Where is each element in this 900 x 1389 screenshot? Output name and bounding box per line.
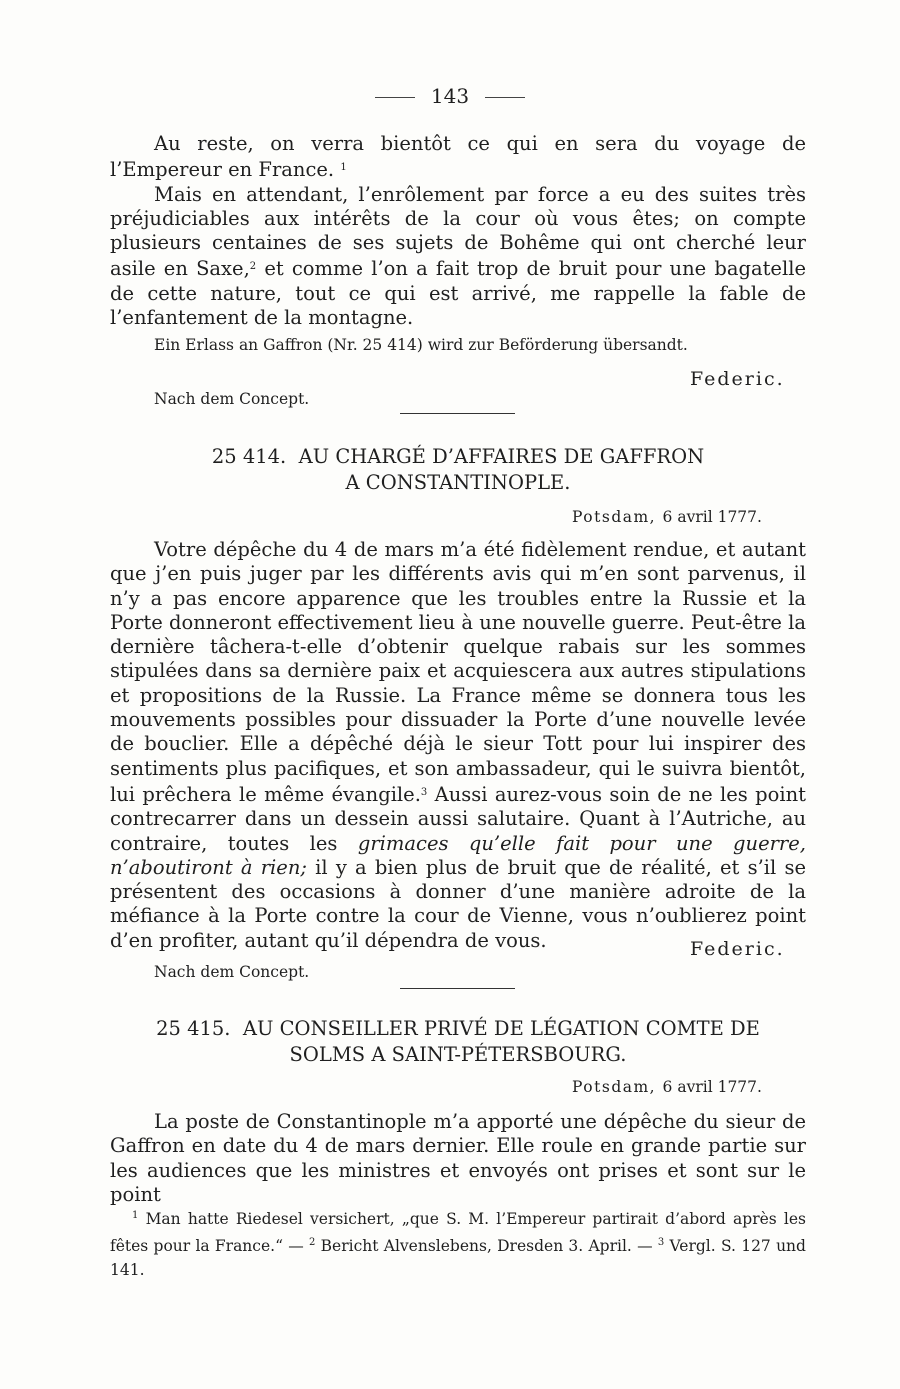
letter-dateline-25415: Potsdam, 6 avril 1777. <box>572 1078 762 1096</box>
letter-paragraph: La poste de Constantinople m’a apporté une dépêche du sieur de Gaffron en date du 4 de mars dernier. Elle roule en grande partie sur les audiences que les ministres et envoyés ont prises et sont sur le point <box>110 1110 806 1206</box>
letter-number: 25 414. <box>211 445 287 468</box>
footnote-2: Bericht Alvenslebens, Dresden 3. April. — <box>320 1237 653 1255</box>
letter-title-line-1: 25 415. AU CONSEILLER PRIVÉ DE LÉGATION COMTE DE <box>156 1017 760 1040</box>
intro-text <box>110 132 806 330</box>
footnote-ref-2: 2 <box>249 261 257 273</box>
letter-title-line-2: SOLMS A SAINT-PÉTERSBOURG. <box>289 1043 627 1066</box>
footnote-block <box>110 1204 806 1282</box>
letter-body-25415 <box>110 1110 806 1207</box>
letter-heading-25415 <box>110 1016 806 1068</box>
footnote-mark-2: 2 <box>309 1237 316 1248</box>
section-divider-1 <box>400 413 515 414</box>
footnote-1: Man hatte Riedesel versichert, „que S. M. l’Empereur partirait d’abord après les fêtes pour la France.“ — <box>110 1210 806 1255</box>
letter-title-line-1: 25 414. AU CHARGÉ D’AFFAIRES DE GAFFRON <box>211 445 705 468</box>
intro-paragraph-2: Mais en attendant, l’enrôlement par force a eu des suites très préjudiciables aux intérêts de la cour où vous êtes; on compte plusieurs centaines de ses sujets de Bohême qui ont cherché leur asile en Saxe,$^2$ et comme l’on a fait trop de bruit pour une bagatelle de cette nature, tout ce qui est arrivé, me rappelle la fable de l’enfantement de la montagne. <box>110 182 806 330</box>
footnotes <box>110 1204 806 1282</box>
source-note-1: Nach dem Concept. <box>154 390 310 408</box>
footnote-mark-1: 1 <box>132 1210 139 1221</box>
signature-2: Federic. <box>690 938 785 960</box>
signature-1: Federic. <box>690 368 785 390</box>
page-number-text: 143 <box>430 84 470 108</box>
section-divider-2 <box>400 988 515 989</box>
footnote-ref-3: 3 <box>420 786 428 798</box>
footnote-3: Vergl. S. 127 und 141. <box>110 1237 806 1279</box>
footnote-ref-1: 1 <box>340 162 347 174</box>
letter-number: 25 415. <box>156 1017 231 1040</box>
page-number-dash-right <box>485 97 525 98</box>
footnote-mark-3: 3 <box>657 1237 665 1248</box>
source-note-2: Nach dem Concept. <box>154 963 310 981</box>
letter-title-line-2: A CONSTANTINOPLE. <box>345 471 571 494</box>
page-number <box>0 84 900 108</box>
page-number-dash-left <box>375 97 415 98</box>
letter-body-25414 <box>110 538 806 953</box>
erlass-note: Ein Erlass an Gaffron (Nr. 25 414) wird zur Beförderung übersandt. <box>154 336 688 354</box>
letter-heading-25414 <box>110 444 806 496</box>
intro-paragraph-1: Au reste, on verra bientôt ce qui en sera du voyage de l’Empereur en France. $^1$ <box>110 132 806 182</box>
letter-dateline-25414: Potsdam, 6 avril 1777. <box>572 508 762 526</box>
letter-paragraph: Votre dépêche du 4 de mars m’a été fidèlement rendue, et autant que j’en puis juger par les différents avis qui m’en sont parvenus, il n’y a pas encore apparence que les troubles entre la Russie et la Porte donneront effectivement lieu à une nouvelle guerre. Peut-être la dernière tâchera-t-elle d’obtenir quelque rabais sur les sommes stipulées dans sa dernière paix et acquiescera aux autres stipulations et propositions de la Russie. La France même se donnera tous les mouvements possibles pour dissuader la Porte d’une nouvelle levée de bouclier. Elle a dépêché déjà le sieur Tott pour lui inspirer des sentiments plus pacifiques, et son ambassadeur, qui le suivra bientôt, lui prêchera le même évangile.$^3$ Aussi aurez-vous soin de ne les point contrecarrer dans un dessein aussi salutaire. Quant à l’Autriche, au contraire, toutes les grimaces qu’elle fait pour une guerre, n’aboutiront à rien; il y a bien plus de bruit que de réalité, et s’il se présentent des occasions à donner d’une manière adroite de la méfiance à la Porte contre la cour de Vienne, vous n’oublierez point d’en profiter, autant qu’il dépendra de vous. <box>110 538 806 952</box>
